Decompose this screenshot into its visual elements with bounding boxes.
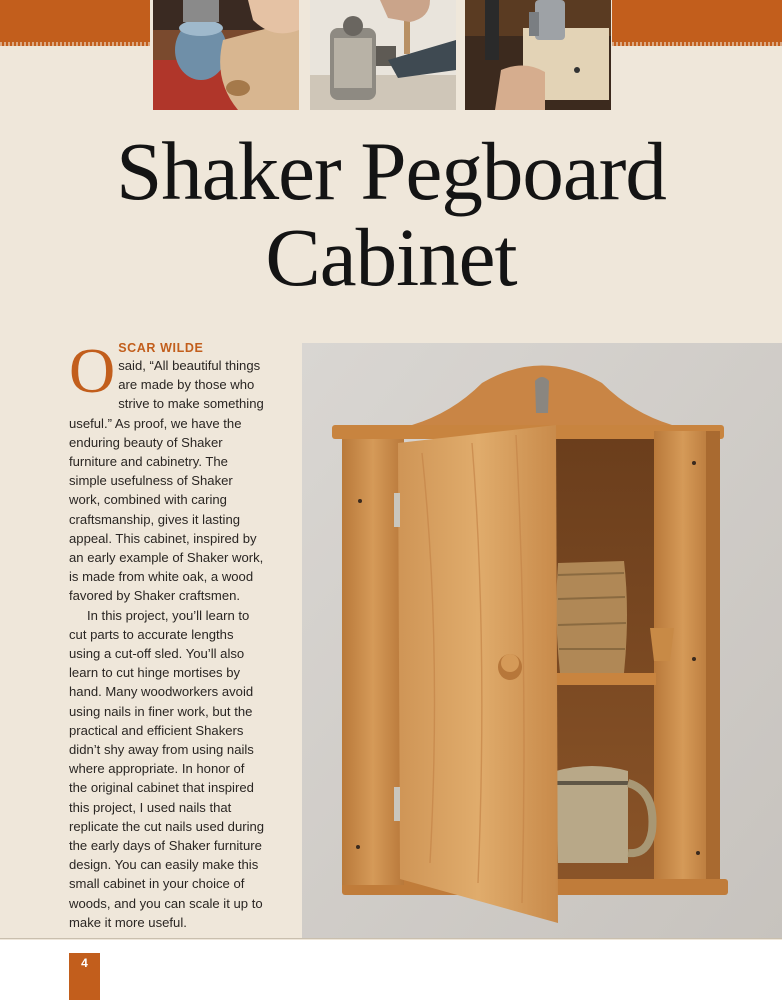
thumbnail-hammer-photo: [465, 0, 611, 110]
page-number: 4: [69, 953, 100, 1000]
thumbnail-sanding-photo: [153, 0, 299, 110]
paragraph-1-text: said, “All beautiful things are made by those who strive to make something useful.” As proof, we have the enduring beauty of Shaker furniture and cabinetry. The simple usefulness of Shaker work, combined with caring craftsmanship, gives it lasting appeal. This cabinet, inspired by an early example of Shaker work, is made from white oak, a wood favored by Shaker craftsmen.: [69, 358, 264, 604]
cabinet-photo: [302, 343, 782, 938]
lead-in-caps: SCAR WILDE: [118, 341, 204, 355]
thumbnail-mortise-photo: [310, 0, 456, 110]
title-line-1: Shaker Pegboard: [116, 125, 666, 217]
paragraph-1: [69, 335, 265, 606]
header-band-right: [612, 0, 782, 46]
drop-cap: O: [69, 335, 116, 406]
page-title: [0, 125, 782, 303]
title-line-2: Cabinet: [265, 211, 517, 303]
paragraph-2: In this project, you’ll learn to cut parts to accurate lengths using a cut-off sled. You’ll also learn to cut hinge mortises by hand. Many woodworkers avoid using nails in finer work, but the practical and efficient Shakers didn’t shy away from using nails where appropriate. In honor of the original cabinet that inspired this project, I used nails that replicate the cut nails used during the early days of Shaker furniture design. You can easily make this small cabinet in your choice of woods, and you can scale it up to make it more useful.: [69, 607, 265, 930]
header-band-left: [0, 0, 150, 46]
article-body: [69, 335, 265, 932]
footer-rule: [0, 938, 782, 939]
